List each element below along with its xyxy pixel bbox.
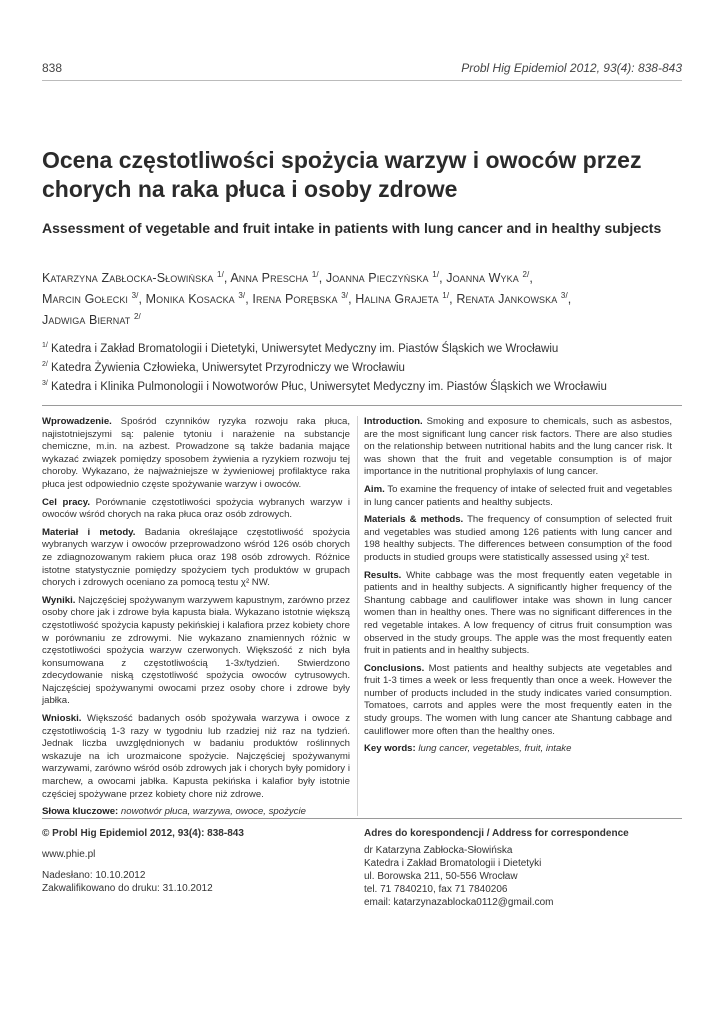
page-number: 838 (42, 61, 63, 75)
abstract-section-aim: Aim. To examine the frequency of intake of selected fruit and vegetables in lung cancer patients and healthy subjects. (364, 483, 672, 508)
affiliation-list (42, 338, 687, 394)
footer-divider (42, 818, 682, 819)
author: Jadwiga Biernat $^{2/}$ (42, 312, 141, 328)
journal-website-link[interactable]: www.phie.pl (42, 849, 96, 860)
article-title-english: Assessment of vegetable and fruit intake in patients with lung cancer and in healthy subjects (42, 220, 662, 236)
publication-info (42, 827, 342, 895)
correspondence-line: tel. 71 7840210, fax 71 7840206 (364, 884, 508, 895)
correspondence-line: Katedra i Zakład Bromatologii i Dietetyki (364, 858, 542, 869)
abstract-section-conclusions: Conclusions. Most patients and healthy subjects ate vegetables and fruit 1-3 times a week or less frequently than once a week. However the number of products included in the study indicates varied consumption. Tomatoes, carrots and apples were the most frequently eaten in the study groups. The women with lung cancer ate Shantung cabbage and cauliflower more often than the healthy ones. (364, 662, 672, 737)
author: Joanna Pieczyńska $^{1/}$, (325, 270, 447, 286)
abstract-section-aim: Cel pracy. Porównanie częstotliwości spożycia wybranych warzyw i owoców wśród chorych na raka płuca oraz osób zdrowych. (42, 496, 350, 521)
author: Halina Grajeta $^{1/}$, (355, 291, 457, 307)
abstract-top-divider (42, 405, 682, 406)
correspondence-line: ul. Borowska 211, 50-556 Wrocław (364, 871, 518, 882)
abstract-polish (42, 416, 350, 824)
column-divider (357, 416, 358, 816)
correspondence-address (364, 827, 684, 909)
abstract-section-introduction: Wprowadzenie. Spośród czynników ryzyka rozwoju raka płuca, najistotniejszymi są: palenie tytoniu i narażenie na substancje chemiczne, m.in. na azbest. Prowadzone są także badania mające wykazać związek pomiędzy sposobem żywienia a ryzykiem rozwoju tej choroby. Wykazano, że najważniejsze w żywieniowej profilaktyce raka płuca jest odpowiednio częste spożywanie warzyw i owoców. (42, 416, 350, 490)
abstract-section-methods: Materials & methods. The frequency of consumption of selected fruit and vegetables was studied among 126 patients with lung cancer and 198 healthy subjects. The differences between consumption of the food products in studied groups were statistically assessed using χ² test. (364, 514, 672, 563)
copyright-line: © Probl Hig Epidemiol 2012, 93(4): 838-843 (42, 828, 244, 839)
article-title-polish: Ocena częstotliwości spożycia warzyw i owoców przez chorych na raka płuca i osoby zdrowe (42, 147, 642, 202)
abstract-section-conclusions: Wnioski. Większość badanych osób spożywała warzywa i owoce z częstotliwością 1-3 razy w tygodniu lub rzadziej niż raz na tydzień. Jednak liczba uwzględnionych w badaniu produktów roślinnych wskazuje na ich urozmaicone spożycie. Najczęściej spożywanymi warzywami, zarówno wśród osób zdrowych jak i chorych były pomidory i marchew, a owocami jabłka. Kapusta pekińska i kalafior były istotnie częściej spożywane przez kobiety chore niż zdrowe. (42, 713, 350, 800)
abstract-keywords: Key words: lung cancer, vegetables, fruit, intake (364, 743, 572, 755)
affiliation: $^{2/}$ Katedra Żywienia Człowieka, Uniwersytet Przyrodniczy we Wrocławiu (42, 360, 405, 374)
author-list (42, 266, 687, 329)
received-date: Nadesłano: 10.10.2012 (42, 870, 146, 881)
author: Joanna Wyka $^{2/}$, (446, 270, 533, 286)
abstract-section-introduction: Introduction. Smoking and exposure to chemicals, such as asbestos, are the most significant lung cancer risk factors. There are also studies on the relationship between nutritional habits and the lung cancer risk. It was shown that the fruit and vegetable consumption is of major importance in the nutritional prophylaxis of lung cancer. (364, 416, 672, 478)
author: Monika Kosacka $^{3/}$, (145, 291, 253, 307)
author: Renata Jankowska $^{3/}$, (456, 291, 572, 307)
abstract-english (364, 416, 672, 761)
author: Anna Prescha $^{1/}$, (230, 270, 326, 286)
journal-reference: Probl Hig Epidemiol 2012, 93(4): 838-843 (461, 61, 682, 75)
affiliation: $^{1/}$ Katedra i Zakład Bromatologii i Dietetyki, Uniwersytet Medyczny im. Piastów Śląskich we Wrocławiu (42, 342, 559, 355)
header-divider (42, 80, 682, 81)
abstract-section-methods: Materiał i metody. Badania określające częstotliwość spożycia wybranych warzyw i owoców przeprowadzono wśród 126 osób chorych ze zdiagnozowanym rakiem płuca oraz 198 osób zdrowych. Różnice istotne statystycznie pomiędzy spożyciem tych produktów w grupach chorych i zdrowych oceniano za pomocą testu χ² NW. (42, 526, 350, 589)
correspondence-line: dr Katarzyna Zabłocka-Słowińska (364, 845, 513, 856)
author: Irena Porębska $^{3/}$, (252, 291, 356, 307)
abstract-section-results: Results. White cabbage was the most frequently eaten vegetable in patients and in healthy subjects. A significantly higher frequency of the Shantung cabbage and cauliflower intake was shown in lung cancer women than in healthy ones. There was no significant differences in the red vegetable intakes. A low frequency of citrus fruit consumption was observed in the study groups. The apple was the most frequently eaten fruit in patients and in healthy subjects. (364, 569, 672, 657)
correspondence-email[interactable]: email: katarzynazablocka0112@gmail.com (364, 897, 554, 908)
accepted-date: Zakwalifikowano do druku: 31.10.2012 (42, 883, 213, 894)
author: Marcin Gołecki $^{3/}$, (42, 291, 146, 307)
abstract-keywords: Słowa kluczowe: nowotwór płuca, warzywa, owoce, spożycie (42, 806, 306, 818)
author: Katarzyna Zabłocka-Słowińska $^{1/}$, (42, 270, 231, 286)
correspondence-heading: Adres do korespondencji / Address for correspondence (364, 828, 629, 839)
affiliation: $^{3/}$ Katedra i Klinika Pulmonologii i Nowotworów Płuc, Uniwersytet Medyczny im. Piastów Śląskich we Wrocławiu (42, 379, 607, 393)
abstract-section-results: Wyniki. Najczęściej spożywanym warzywem kapustnym, zarówno przez osoby chore jak i zdrowe była kapusta biała. Wykazano istotnie większą częstotliwość spożycia kapusty pekińskiej i kalafiora przez kobiety chore w porównaniu ze zdrowymi. Nie wykazano znamiennych różnic w częstotliwości spożycia warzyw czerwonych. Większość z nich była konsumowana z częstotliwością 1-3x/tydzień. Stwierdzono zdecydowanie niską częstotliwość spożycia owoców cytrusowych. Najczęściej spożywanymi owocami przez osoby chore i zdrowe były jabłka. (42, 594, 350, 707)
